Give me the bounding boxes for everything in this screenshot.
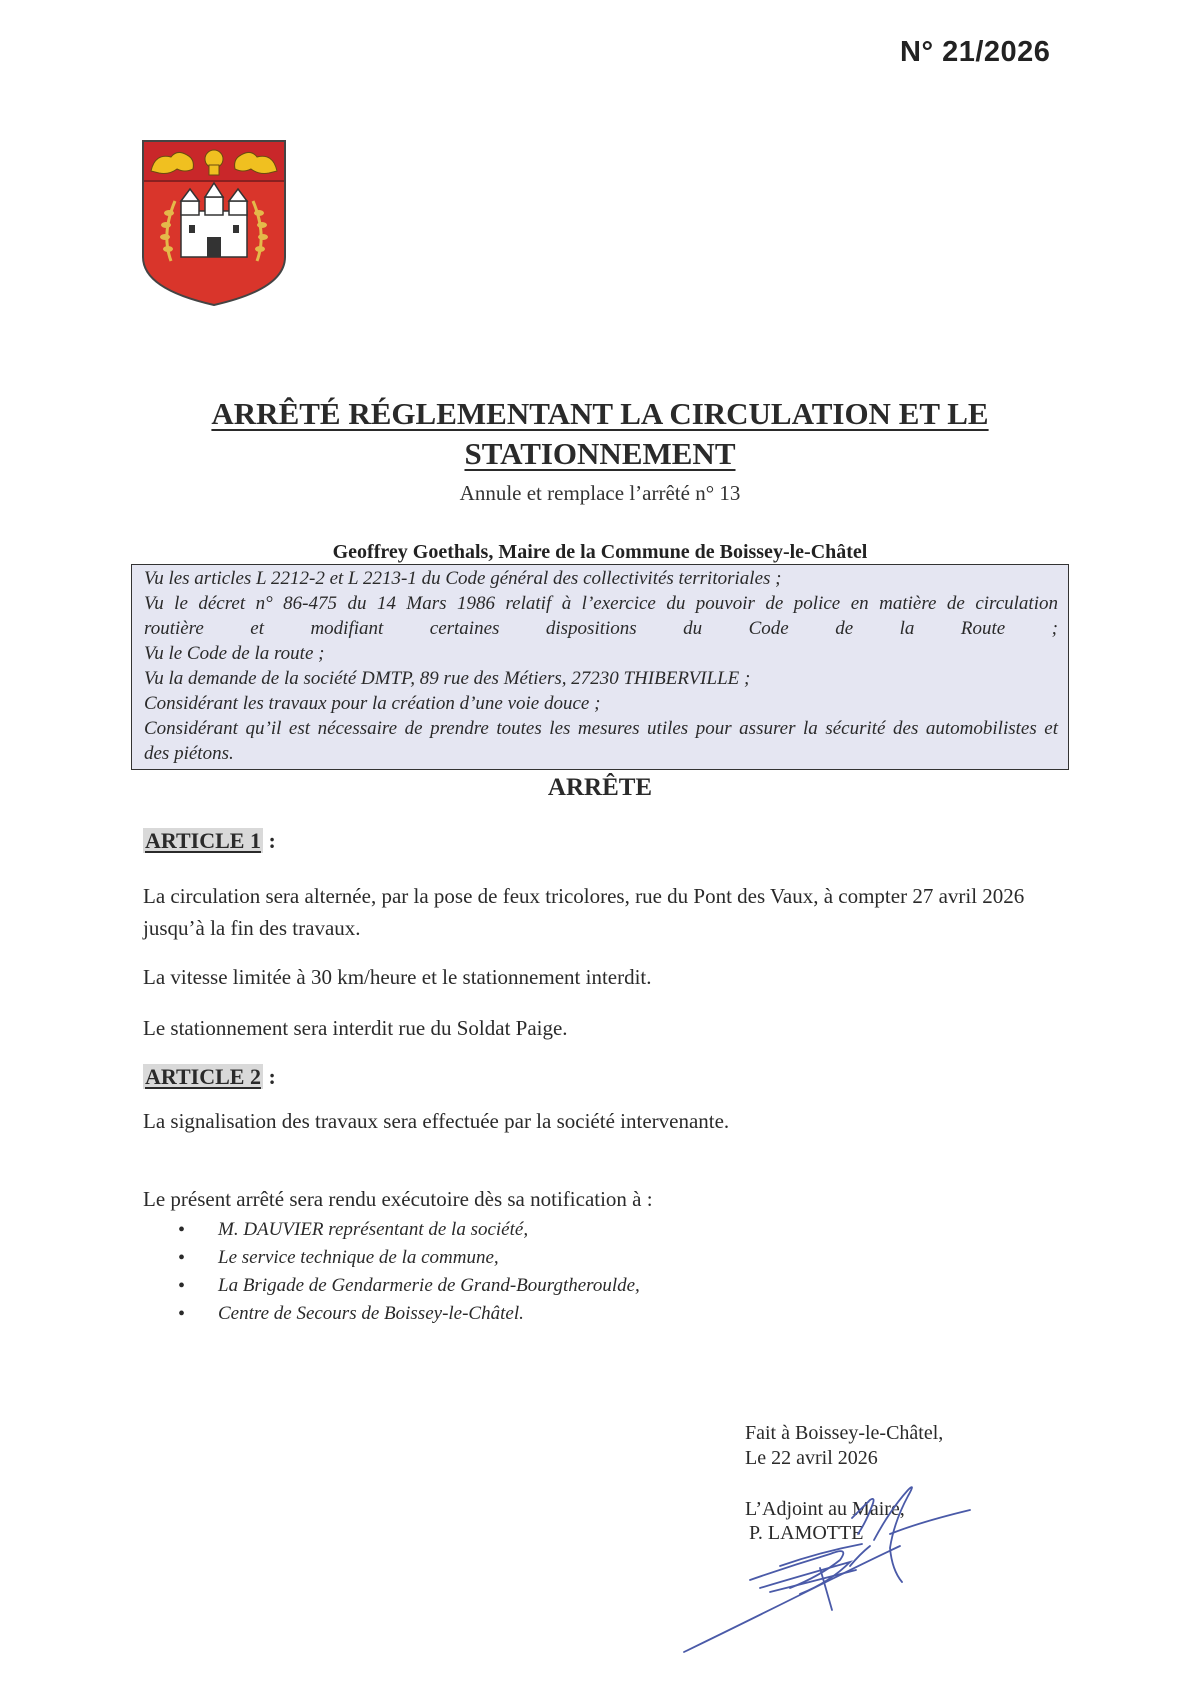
- notification-list: [175, 1216, 640, 1328]
- visa-line: Vu la demande de la société DMTP, 89 rue des Métiers, 27230 THIBERVILLE ;: [144, 668, 751, 689]
- visa-line: Vu les articles L 2212-2 et L 2213-1 du Code général des collectivités territoriales ;: [144, 568, 782, 589]
- page-subtitle: Annule et remplace l’arrêté n° 13: [459, 481, 741, 505]
- article-1-label: ARTICLE 1: [145, 828, 261, 853]
- article-2-paragraph: La signalisation des travaux sera effectuée par la société intervenante.: [143, 1109, 730, 1133]
- article-1-heading: [143, 828, 276, 854]
- mayor-line: Geoffrey Goethals, Maire de la Commune de Boissey-le-Châtel: [332, 541, 868, 563]
- article-1-suffix: :: [262, 828, 276, 853]
- list-item: • Le service technique de la commune,: [175, 1244, 640, 1272]
- visa-line: Vu le décret n° 86-475 du 14 Mars 1986 relatif à l’exercice du pouvoir de police en matière de circulation: [144, 593, 1058, 614]
- visa-line: Vu le Code de la route ;: [144, 643, 325, 664]
- article-2-heading: [143, 1064, 276, 1090]
- visa-line: Considérant qu’il est nécessaire de prendre toutes les mesures utiles pour assurer la sécurité des automobilistes et: [144, 718, 1058, 739]
- notification-intro: Le présent arrêté sera rendu exécutoire dès sa notification à :: [143, 1187, 653, 1211]
- sign-name: P. LAMOTTE: [749, 1522, 864, 1544]
- visa-line: des piétons.: [144, 743, 234, 764]
- visas-box: [131, 564, 1069, 770]
- sign-role: L’Adjoint au Maire,: [745, 1498, 905, 1520]
- sign-date: Le 22 avril 2026: [745, 1447, 878, 1469]
- visa-line: routière et modifiant certaines dispositions du Code de la Route ;: [144, 618, 1058, 639]
- page-title: [100, 394, 1100, 474]
- visa-line: Considérant les travaux pour la création d’une voie douce ;: [144, 693, 601, 714]
- article-1-paragraph: Le stationnement sera interdit rue du Soldat Paige.: [143, 1016, 568, 1040]
- list-item: • M. DAUVIER représentant de la société,: [175, 1216, 640, 1244]
- list-item: • La Brigade de Gendarmerie de Grand-Bourgtheroulde,: [175, 1272, 640, 1300]
- title-line-2: STATIONNEMENT: [464, 436, 736, 471]
- article-2-suffix: :: [262, 1064, 276, 1089]
- handwritten-signature-icon: [680, 1470, 1040, 1660]
- coat-of-arms-icon: [141, 139, 287, 307]
- sign-place: Fait à Boissey-le-Châtel,: [745, 1422, 944, 1444]
- title-line-1: ARRÊTÉ RÉGLEMENTANT LA CIRCULATION ET LE: [211, 396, 989, 431]
- list-item: • Centre de Secours de Boissey-le-Châtel.: [175, 1300, 640, 1328]
- document-number: N° 21/2026: [900, 36, 1051, 68]
- article-1-paragraph: La vitesse limitée à 30 km/heure et le stationnement interdit.: [143, 965, 652, 989]
- article-1-paragraph: La circulation sera alternée, par la pose de feux tricolores, rue du Pont des Vaux, à compter 27 avril 2026 jusqu’à la fin des travaux.: [143, 884, 1025, 940]
- arrete-heading: ARRÊTE: [547, 774, 653, 801]
- article-2-label: ARTICLE 2: [145, 1064, 261, 1089]
